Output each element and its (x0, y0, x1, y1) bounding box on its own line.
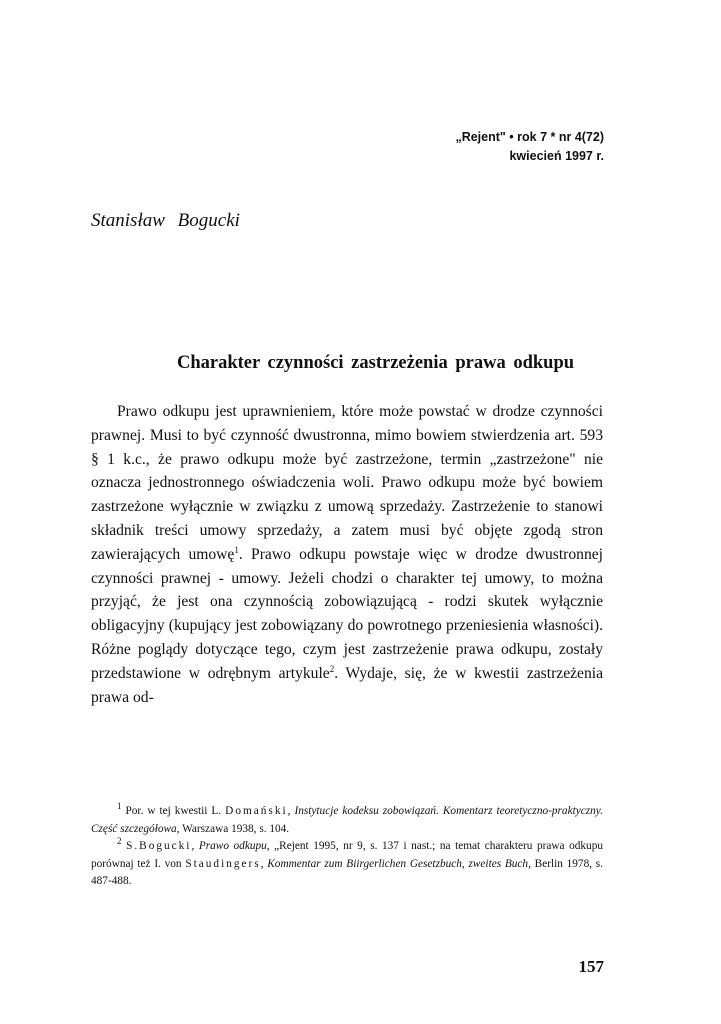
body-paragraph (91, 400, 603, 709)
footnote-1-work: Instytucje kodeksu zobowiązań. Komentarz teoretyczno-praktyczny. Część szczegółowa, (91, 805, 604, 835)
article-author: Stanisław Bogucki (91, 210, 240, 231)
article-title: Charakter czynności zastrzeżenia prawa odkupu (176, 353, 575, 373)
footnote-1-number: 1 (117, 801, 122, 812)
footnote-1-prefix: Por. w tej kwestii L. (125, 805, 222, 817)
footnote-1-separator: , (287, 805, 291, 817)
footnote-1-rest: Warszawa 1938, s. 104. (182, 822, 290, 835)
journal-issue-line: „Rejent" • rok 7 * nr 4(72) (455, 130, 604, 144)
journal-date-line: kwiecień 1997 r. (509, 149, 604, 163)
footnote-2-author: S.Bogucki (126, 840, 192, 853)
body-text-part-1: Prawo odkupu jest uprawnieniem, które może powstać w drodze czynności prawnej. Musi to być czynność dwustronna, mimo bowiem stwierdzenia art. 593 § 1 k.c., że prawo odkupu może być zastrzeżone, termin „zastrzeżone" nie oznacza jednostronnego oświadczenia woli. Prawo odkupu może być bowiem zastrzeżone wyłącznie w związku z umową sprzedaży. Zastrzeżenie to stanowi składnik treści umowy sprzedaży, a zatem musi być objęte zgodą stron zawierających umowę (91, 403, 603, 563)
footnote-2-separator-2: , (260, 857, 264, 870)
footnote-2-separator: , (191, 840, 195, 853)
footnote-2-rest: Berlin 1978, s. 487-488. (91, 857, 604, 888)
article-body (91, 400, 603, 709)
footnote-2-number: 2 (117, 836, 122, 847)
body-text-part-3: . Wydaje, się, że w kwestii zastrzeżenia prawa od- (91, 664, 604, 706)
page-number: 157 (578, 957, 604, 976)
journal-header (455, 128, 604, 166)
footnotes-section (91, 803, 603, 891)
footnote-ref-1: 1 (234, 544, 239, 555)
footnote-2-work-2: Kommentar zum Biirgerlichen Gesetzbuch, zweites Buch, (267, 857, 531, 870)
footnote-2 (91, 838, 603, 891)
footnote-ref-2: 2 (329, 663, 335, 674)
footnote-2-author-2: Staudingers (185, 857, 261, 870)
footnote-1 (91, 803, 603, 838)
body-text-part-2: . Prawo odkupu powstaje więc w drodze dwustronnej czynności prawnej - umowy. Jeżeli chodzi o charakter tej umowy, to można przyjąć, że jest ona czynnością zobowiązującą - rodzi skutek wyłącznie obligacyjny (kupujący jest zobowiązany do powrotnego przeniesienia własności). Różne poglądy dotyczące tego, czym jest zastrzeżenie prawa odkupu, zostały przedstawione w odrębnym artykule (91, 545, 604, 682)
footnote-2-work: Prawo odkupu, (198, 840, 270, 853)
footnote-2-middle: „Rejent 1995, nr 9, s. 137 i nast.; na temat charakteru prawa odkupu porównaj też I. von (91, 840, 603, 870)
footnote-1-author: Domański (225, 805, 288, 817)
